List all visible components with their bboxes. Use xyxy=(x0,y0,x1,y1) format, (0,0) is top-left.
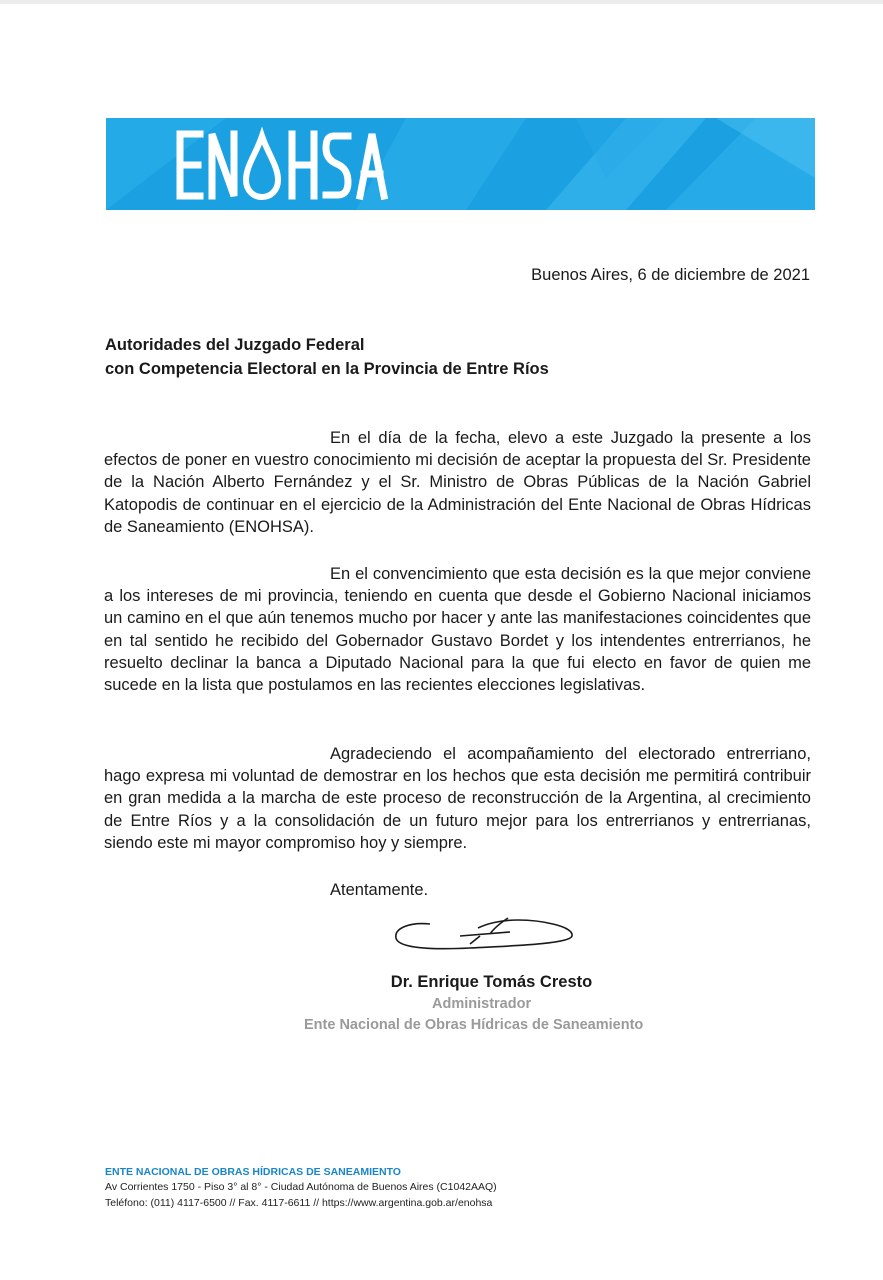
top-edge xyxy=(0,0,883,4)
paragraph-3: Agradeciendo el acompañamiento del electorado entrerriano, hago expresa mi voluntad de demostrar en los hechos que esta decisión me permitirá contribuir en gran medida a la marcha de este proceso de reconstrucción de la Argentina, al crecimiento de Entre Ríos y a la consolidación de un futuro mejor para los entrerrianos y entrerrianas, siendo este mi mayor compromiso hoy y siempre. xyxy=(104,745,811,852)
footer-organization: ENTE NACIONAL DE OBRAS HÍDRICAS DE SANEAMIENTO xyxy=(105,1166,401,1178)
recipient-line-2: con Competencia Electoral en la Provincia de Entre Ríos xyxy=(105,360,549,378)
enohsa-logo xyxy=(172,126,402,206)
closing-salutation: Atentamente. xyxy=(330,881,429,899)
footer-address: Av Corrientes 1750 - Piso 3° al 8° - Ciudad Autónoma de Buenos Aires (C1042AAQ) xyxy=(105,1181,497,1193)
footer-contact: Teléfono: (011) 4117-6500 // Fax. 4117-6611 // https://www.argentina.gob.ar/enohsa xyxy=(105,1197,493,1209)
handwritten-signature xyxy=(390,910,580,960)
recipient-block xyxy=(105,333,549,381)
recipient-line-1: Autoridades del Juzgado Federal xyxy=(105,336,365,354)
paragraph-2: En el convencimiento que esta decisión es la que mejor conviene a los intereses de mi provincia, teniendo en cuenta que desde el Gobierno Nacional iniciamos un camino en el que aún tenemos mucho por hacer y ante las manifestaciones coincidentes que en tal sentido he recibido del Gobernador Gustavo Bordet y los intendentes entrerrianos, he resuelto declinar la banca a Diputado Nacional para la que fui electo en favor de quien me sucede en la lista que postulamos en las recientes elecciones legislativas. xyxy=(104,565,811,695)
signer-organization: Ente Nacional de Obras Hídricas de Saneamiento xyxy=(304,1017,644,1033)
signer-name-row xyxy=(0,973,883,992)
signer-name: Dr. Enrique Tomás Cresto xyxy=(390,973,593,991)
signer-role: Administrador xyxy=(432,996,532,1012)
letter-date: Buenos Aires, 6 de diciembre de 2021 xyxy=(531,266,810,284)
paragraph-1: En el día de la fecha, elevo a este Juzgado la presente a los efectos de poner en vuestro conocimiento mi decisión de aceptar la propuesta del Sr. Presidente de la Nación Alberto Fernández y el Sr. Ministro de Obras Públicas de la Nación Gabriel Katopodis de continuar en el ejercicio de la Administración del Ente Nacional de Obras Hídricas de Saneamiento (ENOHSA). xyxy=(104,429,811,536)
